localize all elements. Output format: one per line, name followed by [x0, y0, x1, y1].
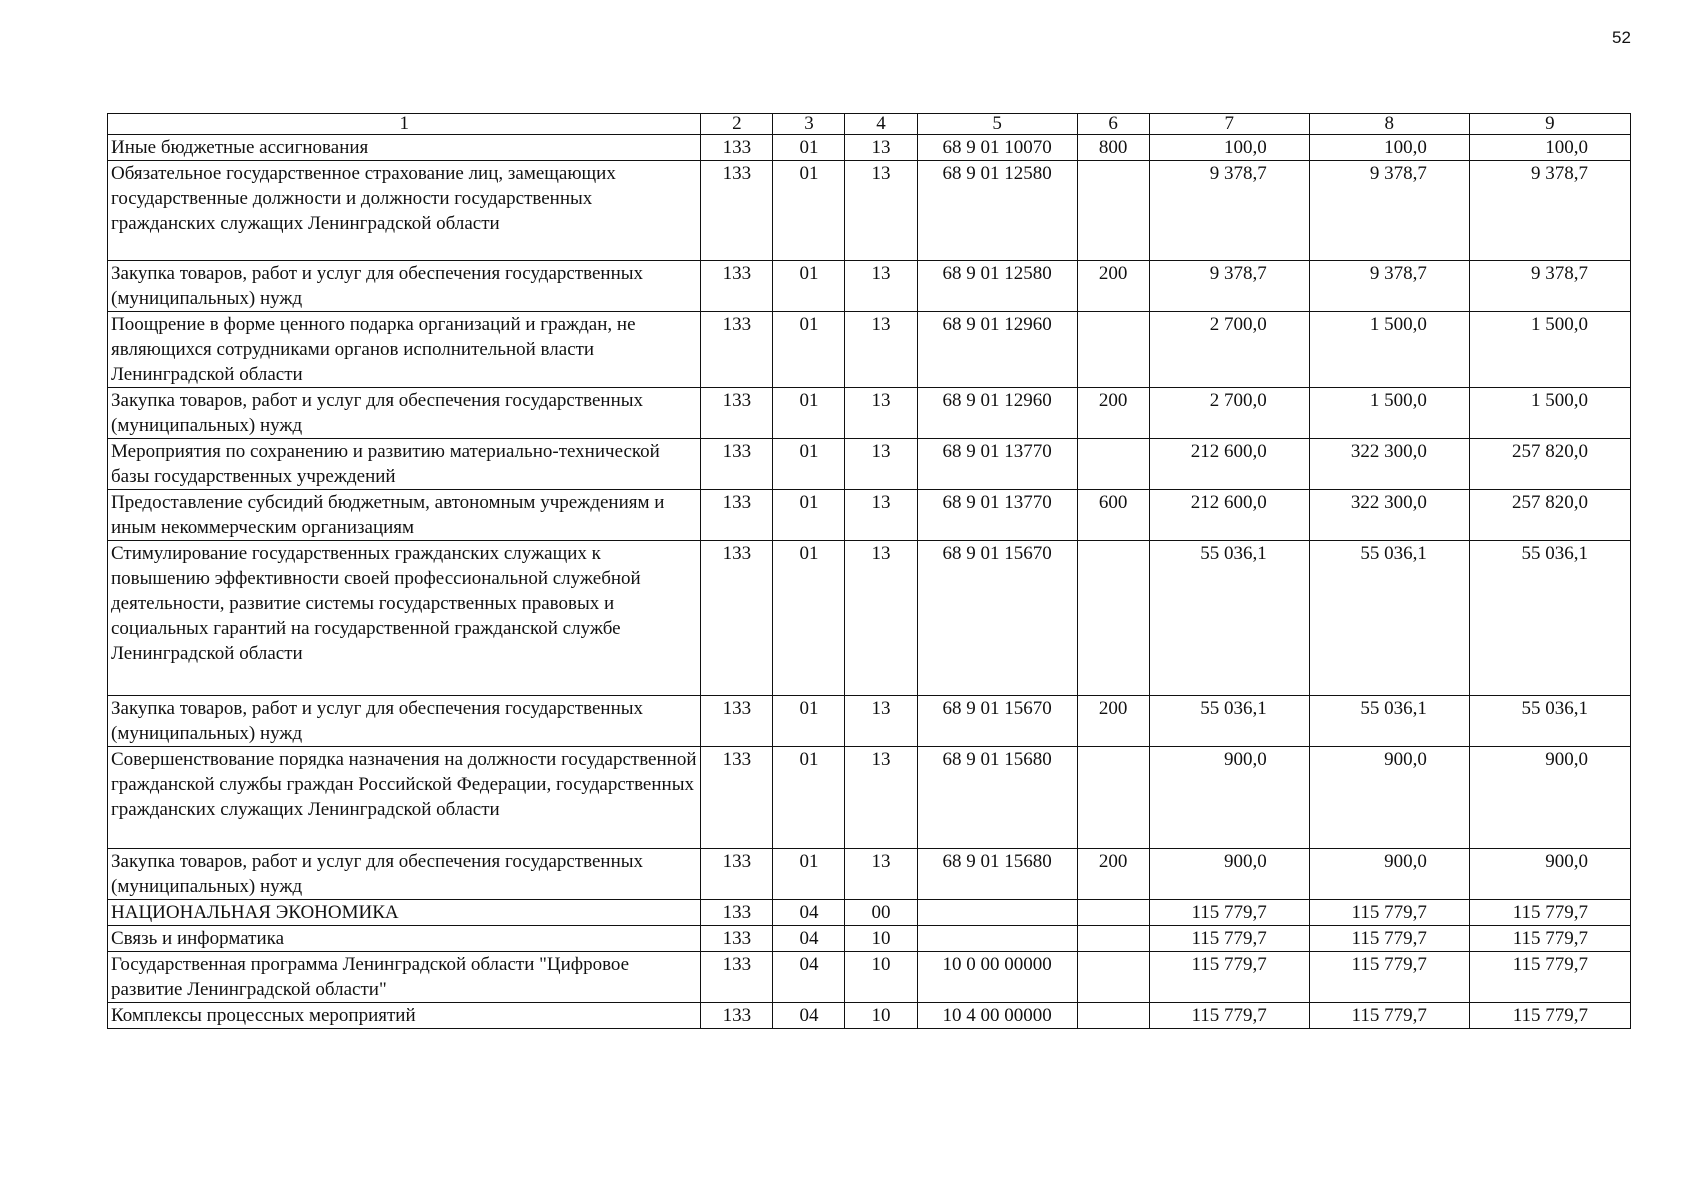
subsection-cell: 13: [845, 388, 917, 439]
amount-col8-cell: 1 500,0: [1309, 312, 1469, 388]
item-name-cell: Совершенствование порядка назначения на должности государственной гражданской службы граждан Российской Федерации, государственных гражданских служащих Ленинградской области: [108, 747, 701, 849]
target-article-cell: 68 9 01 12960: [917, 388, 1077, 439]
expense-type-cell: 200: [1077, 849, 1149, 900]
column-number: 9: [1469, 114, 1630, 135]
target-article-cell: 68 9 01 15670: [917, 541, 1077, 696]
amount-col7-cell: 55 036,1: [1149, 696, 1309, 747]
admin-code-cell: 133: [701, 952, 773, 1003]
amount-col9-cell: 100,0: [1469, 135, 1630, 161]
amount-col7-cell: 115 779,7: [1149, 926, 1309, 952]
amount-col9-cell: 257 820,0: [1469, 439, 1630, 490]
subsection-cell: 13: [845, 312, 917, 388]
section-cell: 04: [773, 952, 845, 1003]
amount-col8-cell: 322 300,0: [1309, 439, 1469, 490]
item-name-cell: Обязательное государственное страхование лиц, замещающих государственные должности и должности государственных гражданских служащих Ленинградской области: [108, 161, 701, 261]
admin-code-cell: 133: [701, 900, 773, 926]
amount-col7-cell: 2 700,0: [1149, 312, 1309, 388]
table-row: [108, 541, 1631, 696]
admin-code-cell: 133: [701, 696, 773, 747]
table-row: [108, 900, 1631, 926]
section-cell: 04: [773, 926, 845, 952]
subsection-cell: 13: [845, 439, 917, 490]
expense-type-cell: [1077, 161, 1149, 261]
subsection-cell: 13: [845, 541, 917, 696]
subsection-cell: 13: [845, 490, 917, 541]
admin-code-cell: 133: [701, 161, 773, 261]
section-cell: 01: [773, 261, 845, 312]
expense-type-cell: 200: [1077, 388, 1149, 439]
amount-col8-cell: 900,0: [1309, 747, 1469, 849]
admin-code-cell: 133: [701, 261, 773, 312]
expense-type-cell: [1077, 312, 1149, 388]
amount-col7-cell: 212 600,0: [1149, 490, 1309, 541]
item-name-cell: Закупка товаров, работ и услуг для обеспечения государственных (муниципальных) нужд: [108, 388, 701, 439]
item-name-cell: Закупка товаров, работ и услуг для обеспечения государственных (муниципальных) нужд: [108, 849, 701, 900]
table-row: [108, 161, 1631, 261]
amount-col8-cell: 115 779,7: [1309, 926, 1469, 952]
amount-col9-cell: 55 036,1: [1469, 541, 1630, 696]
table-row: [108, 135, 1631, 161]
expense-type-cell: [1077, 1003, 1149, 1029]
column-number: 8: [1309, 114, 1469, 135]
target-article-cell: 10 0 00 00000: [917, 952, 1077, 1003]
amount-col9-cell: 9 378,7: [1469, 161, 1630, 261]
subsection-cell: 00: [845, 900, 917, 926]
amount-col9-cell: 115 779,7: [1469, 1003, 1630, 1029]
expense-type-cell: 800: [1077, 135, 1149, 161]
target-article-cell: 68 9 01 15670: [917, 696, 1077, 747]
target-article-cell: 68 9 01 13770: [917, 490, 1077, 541]
amount-col7-cell: 115 779,7: [1149, 952, 1309, 1003]
column-number: 1: [108, 114, 701, 135]
subsection-cell: 13: [845, 747, 917, 849]
amount-col7-cell: 2 700,0: [1149, 388, 1309, 439]
expense-type-cell: [1077, 747, 1149, 849]
target-article-cell: 68 9 01 15680: [917, 849, 1077, 900]
amount-col8-cell: 322 300,0: [1309, 490, 1469, 541]
amount-col7-cell: 9 378,7: [1149, 161, 1309, 261]
item-name-cell: Государственная программа Ленинградской области "Цифровое развитие Ленинградской области": [108, 952, 701, 1003]
item-name-cell: Иные бюджетные ассигнования: [108, 135, 701, 161]
amount-col7-cell: 900,0: [1149, 849, 1309, 900]
admin-code-cell: 133: [701, 490, 773, 541]
subsection-cell: 10: [845, 952, 917, 1003]
admin-code-cell: 133: [701, 849, 773, 900]
target-article-cell: [917, 926, 1077, 952]
item-name-cell: Комплексы процессных мероприятий: [108, 1003, 701, 1029]
table-row: [108, 747, 1631, 849]
amount-col9-cell: 1 500,0: [1469, 312, 1630, 388]
admin-code-cell: 133: [701, 926, 773, 952]
admin-code-cell: 133: [701, 135, 773, 161]
table-row: [108, 261, 1631, 312]
item-name-cell: Закупка товаров, работ и услуг для обеспечения государственных (муниципальных) нужд: [108, 696, 701, 747]
section-cell: 01: [773, 312, 845, 388]
section-cell: 01: [773, 696, 845, 747]
admin-code-cell: 133: [701, 541, 773, 696]
amount-col7-cell: 115 779,7: [1149, 900, 1309, 926]
amount-col7-cell: 9 378,7: [1149, 261, 1309, 312]
subsection-cell: 13: [845, 135, 917, 161]
admin-code-cell: 133: [701, 1003, 773, 1029]
item-name-cell: Закупка товаров, работ и услуг для обеспечения государственных (муниципальных) нужд: [108, 261, 701, 312]
column-number: 7: [1149, 114, 1309, 135]
admin-code-cell: 133: [701, 439, 773, 490]
page-number: 52: [1612, 28, 1631, 47]
item-name-cell: Стимулирование государственных гражданских служащих к повышению эффективности своей профессиональной служебной деятельности, развитие системы государственных правовых и социальных гарантий на государственной гражданской службе Ленинградской области: [108, 541, 701, 696]
expense-type-cell: [1077, 439, 1149, 490]
section-cell: 01: [773, 490, 845, 541]
amount-col7-cell: 900,0: [1149, 747, 1309, 849]
amount-col9-cell: 115 779,7: [1469, 926, 1630, 952]
expense-type-cell: [1077, 541, 1149, 696]
target-article-cell: [917, 900, 1077, 926]
amount-col9-cell: 115 779,7: [1469, 900, 1630, 926]
item-name-cell: Связь и информатика: [108, 926, 701, 952]
table-row: [108, 1003, 1631, 1029]
amount-col7-cell: 100,0: [1149, 135, 1309, 161]
amount-col8-cell: 55 036,1: [1309, 696, 1469, 747]
amount-col7-cell: 212 600,0: [1149, 439, 1309, 490]
subsection-cell: 13: [845, 696, 917, 747]
column-number: 6: [1077, 114, 1149, 135]
admin-code-cell: 133: [701, 388, 773, 439]
table-row: [108, 926, 1631, 952]
amount-col9-cell: 1 500,0: [1469, 388, 1630, 439]
table-row: [108, 952, 1631, 1003]
expense-type-cell: 200: [1077, 261, 1149, 312]
table-row: [108, 849, 1631, 900]
table-row: [108, 312, 1631, 388]
amount-col8-cell: 9 378,7: [1309, 261, 1469, 312]
subsection-cell: 13: [845, 849, 917, 900]
target-article-cell: 68 9 01 12580: [917, 261, 1077, 312]
subsection-cell: 13: [845, 261, 917, 312]
column-number: 2: [701, 114, 773, 135]
admin-code-cell: 133: [701, 747, 773, 849]
table-row: [108, 490, 1631, 541]
item-name-cell: НАЦИОНАЛЬНАЯ ЭКОНОМИКА: [108, 900, 701, 926]
target-article-cell: 10 4 00 00000: [917, 1003, 1077, 1029]
section-cell: 04: [773, 900, 845, 926]
section-cell: 01: [773, 439, 845, 490]
item-name-cell: Поощрение в форме ценного подарка организаций и граждан, не являющихся сотрудниками органов исполнительной власти Ленинградской области: [108, 312, 701, 388]
item-name-cell: Предоставление субсидий бюджетным, автономным учреждениям и иным некоммерческим организациям: [108, 490, 701, 541]
amount-col9-cell: 257 820,0: [1469, 490, 1630, 541]
section-cell: 01: [773, 135, 845, 161]
expense-type-cell: 600: [1077, 490, 1149, 541]
expense-type-cell: 200: [1077, 696, 1149, 747]
target-article-cell: 68 9 01 12960: [917, 312, 1077, 388]
section-cell: 01: [773, 161, 845, 261]
table-row: [108, 439, 1631, 490]
amount-col7-cell: 115 779,7: [1149, 1003, 1309, 1029]
amount-col8-cell: 9 378,7: [1309, 161, 1469, 261]
amount-col8-cell: 1 500,0: [1309, 388, 1469, 439]
target-article-cell: 68 9 01 13770: [917, 439, 1077, 490]
target-article-cell: 68 9 01 12580: [917, 161, 1077, 261]
amount-col9-cell: 115 779,7: [1469, 952, 1630, 1003]
section-cell: 01: [773, 541, 845, 696]
expense-type-cell: [1077, 900, 1149, 926]
amount-col8-cell: 115 779,7: [1309, 900, 1469, 926]
section-cell: 04: [773, 1003, 845, 1029]
amount-col9-cell: 9 378,7: [1469, 261, 1630, 312]
budget-table: [107, 113, 1631, 1029]
section-cell: 01: [773, 747, 845, 849]
amount-col9-cell: 900,0: [1469, 849, 1630, 900]
amount-col8-cell: 900,0: [1309, 849, 1469, 900]
target-article-cell: 68 9 01 10070: [917, 135, 1077, 161]
column-number-row: [108, 114, 1631, 135]
subsection-cell: 10: [845, 926, 917, 952]
column-number: 5: [917, 114, 1077, 135]
item-name-cell: Мероприятия по сохранению и развитию материально-технической базы государственных учреждений: [108, 439, 701, 490]
table-row: [108, 696, 1631, 747]
target-article-cell: 68 9 01 15680: [917, 747, 1077, 849]
subsection-cell: 13: [845, 161, 917, 261]
amount-col9-cell: 55 036,1: [1469, 696, 1630, 747]
amount-col9-cell: 900,0: [1469, 747, 1630, 849]
expense-type-cell: [1077, 926, 1149, 952]
amount-col8-cell: 115 779,7: [1309, 952, 1469, 1003]
column-number: 3: [773, 114, 845, 135]
expense-type-cell: [1077, 952, 1149, 1003]
admin-code-cell: 133: [701, 312, 773, 388]
table-row: [108, 388, 1631, 439]
subsection-cell: 10: [845, 1003, 917, 1029]
section-cell: 01: [773, 849, 845, 900]
section-cell: 01: [773, 388, 845, 439]
amount-col8-cell: 100,0: [1309, 135, 1469, 161]
amount-col7-cell: 55 036,1: [1149, 541, 1309, 696]
amount-col8-cell: 115 779,7: [1309, 1003, 1469, 1029]
amount-col8-cell: 55 036,1: [1309, 541, 1469, 696]
column-number: 4: [845, 114, 917, 135]
